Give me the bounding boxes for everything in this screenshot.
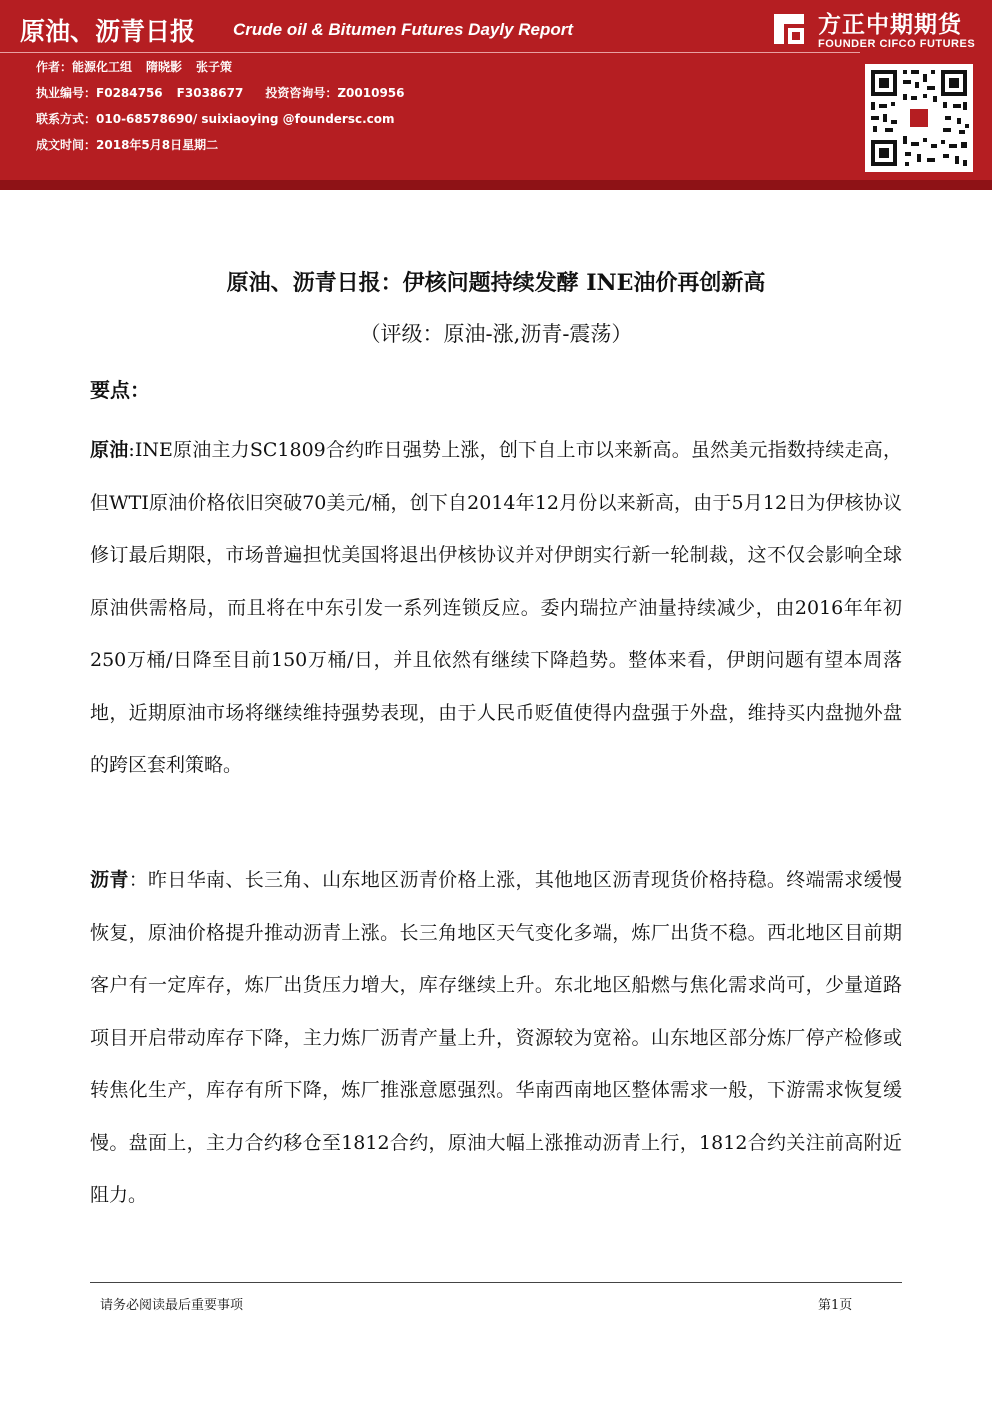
founder-logo-icon [770,10,808,48]
date-line: 成文时间：2018年5月8日星期二 [36,138,219,152]
authors-line: 作者：能源化工组 隋晓影 张子策 [36,60,233,74]
page-number: 第1页 [818,1298,853,1313]
rating-line: （评级：原油-涨,沥青-震荡） [359,322,633,346]
bitumen-text: ：昨日华南、长三角、山东地区沥青价格上涨，其他地区沥青现货价格持稳。终端需求缓慢恢复，原油价格提升推动沥青上涨。长三角地区天气变化多端，炼厂出货不稳。西北地区目前期客户有一定库存，炼厂出货压力增大，库存继续上升。东北地区船燃与焦化需求尚可，少量道路项目开启带动库存下降，主力炼厂沥青产量上升，资源较为宽裕。山东地区部分炼厂停产检修或转焦化生产，库存有所下降，炼厂推涨意愿强烈。华南西南地区整体需求一般，下游需求恢复缓慢。盘面上，主力合约移仓至1812合约，原油大幅上涨推动沥青上行，1812合约关注前高附近阻力。 [90,869,902,1206]
crude-oil-paragraph [90,424,902,792]
footer-divider [90,1282,902,1283]
header-band [0,180,992,190]
contact-info: 010-68578690/ suixiaoying @foundersc.com [96,112,395,126]
header-subtitle: Crude oil & Bitumen Futures Dayly Report [233,20,574,39]
brand-name: 方正中期期货 [818,12,962,38]
keypoints-heading: 要点： [90,378,150,402]
footer-notice: 请务必阅读最后重要事项 [100,1298,244,1313]
header-divider [0,52,860,53]
header-title: 原油、沥青日报 [20,17,196,46]
author-name: 张子策 [196,60,233,74]
license-number: F0284756 [96,86,163,100]
brand-name-en: FOUNDER CIFCO FUTURES [818,38,976,50]
author-name: 隋晓影 [146,60,183,74]
bitumen-paragraph [90,854,902,1222]
license-number: F3038677 [176,86,244,100]
license-line: 执业编号：F0284756 F3038677 投资咨询号：Z0010956 [36,86,405,100]
crude-oil-label: 原油 [90,439,129,461]
contact-line: 联系方式：010-68578690/ suixiaoying @foundersc.com [36,112,395,126]
document-title: 原油、沥青日报：伊核问题持续发酵 INE油价再创新高 [226,270,766,296]
author-group: 能源化工组 [72,60,133,74]
qr-code-icon [865,64,973,172]
bitumen-label: 沥青 [90,869,129,891]
report-date: 2018年5月8日星期二 [96,138,219,152]
crude-oil-text: :INE原油主力SC1809合约昨日强势上涨，创下自上市以来新高。虽然美元指数持续走高，但WTI原油价格依旧突破70美元/桶，创下自2014年12月份以来新高，由于5月12日为伊核协议修订最后期限，市场普遍担忧美国将退出伊核协议并对伊朗实行新一轮制裁，这不仅会影响全球原油供需格局，而且将在中东引发一系列连锁反应。委内瑞拉产油量持续减少，由2016年年初250万桶/日降至目前150万桶/日，并且依然有继续下降趋势。整体来看，伊朗问题有望本周落地，近期原油市场将继续维持强势表现，由于人民币贬值使得内盘强于外盘，维持买内盘抛外盘的跨区套利策略。 [90,439,902,776]
consult-number: Z0010956 [337,86,405,100]
